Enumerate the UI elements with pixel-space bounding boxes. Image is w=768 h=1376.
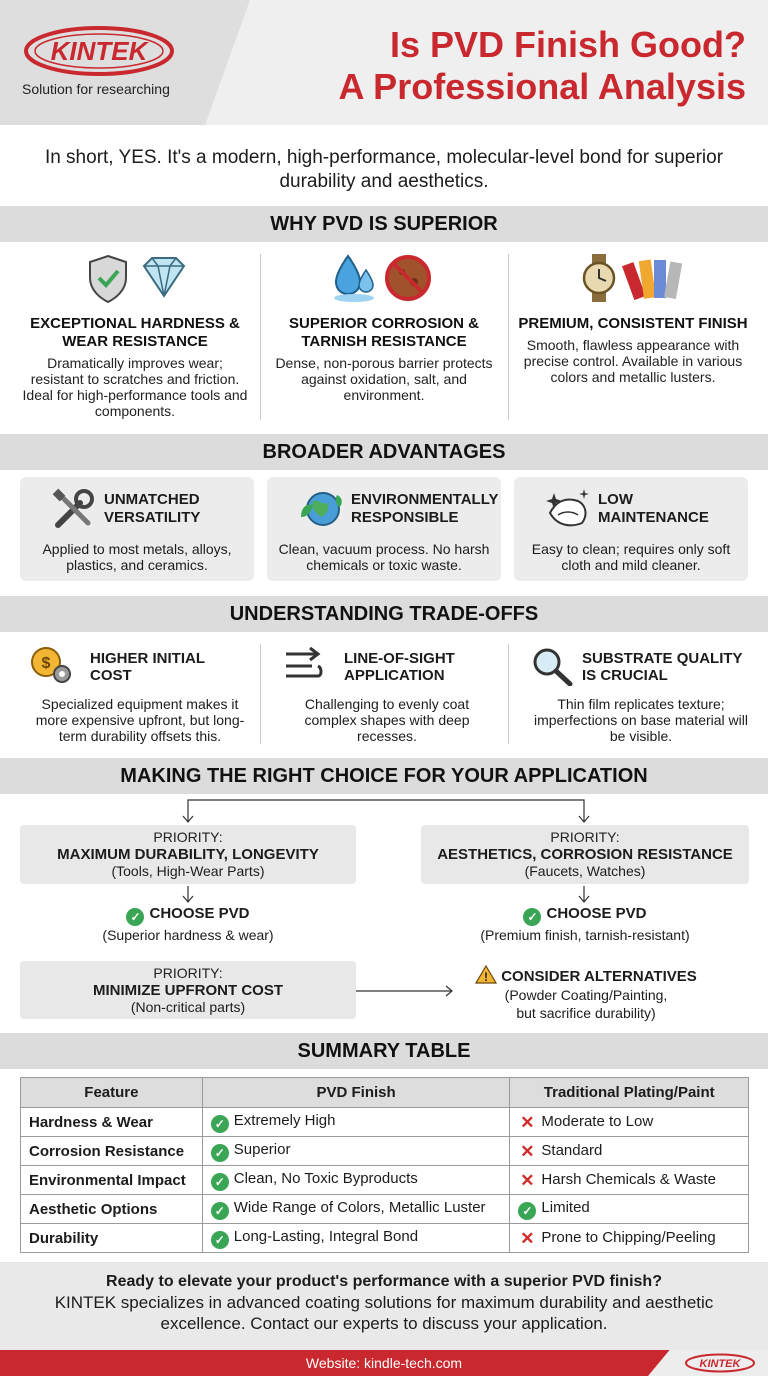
page-title	[339, 24, 746, 108]
cell-text: Wide Range of Colors, Metallic Luster	[233, 1198, 486, 1216]
table-cell	[202, 1108, 510, 1137]
tradeoff-title: HIGHER INITIAL COST	[90, 650, 205, 684]
table-row	[21, 1108, 749, 1137]
tradeoff-cost	[30, 646, 250, 746]
table-cell	[202, 1195, 510, 1224]
broader-card-text: Easy to clean; requires only soft cloth and mild cleaner.	[531, 541, 731, 573]
cell-text: Harsh Chemicals & Waste	[541, 1170, 716, 1188]
priority-main: MINIMIZE UPFRONT COST	[93, 982, 283, 999]
priority-aesthetics	[421, 825, 749, 884]
table-cell	[510, 1166, 749, 1195]
tradeoff-substrate	[530, 646, 752, 746]
section-heading-choice: MAKING THE RIGHT CHOICE FOR YOUR APPLICATION	[0, 758, 768, 794]
table-cell	[510, 1137, 749, 1166]
table-cell	[21, 1108, 203, 1137]
consider-sub-2: but sacrifice durability)	[516, 1005, 656, 1021]
footer-kintek-logo	[684, 1353, 756, 1373]
choose-label: CHOOSE PVD	[149, 905, 250, 922]
check-icon: ✓	[523, 908, 541, 926]
why-item-title: EXCEPTIONAL HARDNESS & WEAR RESISTANCE	[30, 315, 240, 350]
priority-sub: (Non-critical parts)	[130, 999, 246, 1015]
broader-card-environment	[267, 477, 501, 581]
tradeoff-title: SUBSTRATE QUALITY IS CRUCIAL	[582, 650, 743, 684]
priority-label: PRIORITY:	[153, 829, 223, 845]
priority-label: PRIORITY:	[550, 829, 620, 845]
cell-text: Aesthetic Options	[29, 1200, 158, 1218]
table-row	[21, 1195, 749, 1224]
broader-card-title: LOW MAINTENANCE	[598, 491, 709, 526]
title-line-2: A Professional Analysis	[338, 66, 746, 107]
cell-text: Prone to Chipping/Peeling	[541, 1228, 716, 1246]
broader-card-versatility	[20, 477, 254, 581]
choose-sub: (Superior hardness & wear)	[102, 927, 274, 943]
table-cell	[21, 1195, 203, 1224]
check-icon: ✓	[211, 1173, 229, 1191]
cell-text: Long-Lasting, Integral Bond	[233, 1227, 419, 1245]
divider	[260, 644, 261, 744]
table-cell	[202, 1224, 510, 1253]
table-row	[21, 1137, 749, 1166]
footer-cta	[0, 1262, 768, 1350]
choose-label: CHOOSE PVD	[546, 905, 647, 922]
website-link[interactable]: Website: kindle-tech.com	[305, 1355, 463, 1371]
check-icon: ✓	[211, 1231, 229, 1249]
svg-text:$: $	[41, 655, 51, 672]
cross-icon: ✕	[520, 1112, 535, 1132]
logo-text: KINTEK	[50, 36, 148, 66]
table-row	[21, 1224, 749, 1253]
priority-main: MAXIMUM DURABILITY, LONGEVITY	[57, 846, 319, 863]
warning-icon	[475, 965, 497, 984]
cell-text: Environmental Impact	[29, 1171, 186, 1189]
choose-pvd-left	[40, 905, 336, 944]
magnifier-icon	[530, 646, 574, 686]
table-cell	[202, 1166, 510, 1195]
no-rust-icon	[387, 257, 429, 299]
choose-sub: (Premium finish, tarnish-resistant)	[480, 927, 690, 943]
cloth-sparkle-icon	[544, 487, 592, 531]
check-icon: ✓	[126, 908, 144, 926]
tradeoff-text: Thin film replicates texture; imperfections on base material will be visible.	[534, 696, 748, 744]
why-icons-2	[330, 252, 434, 304]
intro-text: In short, YES. It's a modern, high-performance, molecular-level bond for superior durability and aesthetics.	[44, 147, 724, 192]
cell-text: Moderate to Low	[541, 1112, 654, 1130]
consider-alternatives	[456, 965, 716, 1022]
tradeoff-text: Specialized equipment makes it more expensive upfront, but long-term durability offsets this.	[35, 696, 245, 744]
broader-card-title: UNMATCHED VERSATILITY	[104, 491, 201, 526]
coin-gear-icon	[30, 646, 74, 686]
cell-text: Standard	[541, 1141, 603, 1159]
watch-icon	[584, 254, 614, 302]
why-item-text: Dramatically improves wear; resistant to scratches and friction. Ideal for high-performance tools and components.	[22, 355, 248, 419]
cta-title: Ready to elevate your product's performance with a superior PVD finish?	[106, 1273, 662, 1290]
shield-check-icon	[90, 256, 126, 302]
why-item-title: PREMIUM, CONSISTENT FINISH	[518, 315, 748, 332]
table-cell	[21, 1137, 203, 1166]
section-heading-broader: BROADER ADVANTAGES	[0, 434, 768, 470]
why-icons-3	[578, 252, 682, 304]
broader-card-maintenance	[514, 477, 748, 581]
title-line-1: Is PVD Finish Good?	[389, 24, 746, 65]
cta-text: KINTEK specializes in advanced coating solutions for maximum durability and aesthetic excellence. Contact our experts to discuss your application.	[54, 1293, 714, 1333]
divider	[508, 644, 509, 744]
why-item-text: Smooth, flawless appearance with precise control. Available in various colors and metallic lusters.	[523, 337, 743, 385]
consider-label: CONSIDER ALTERNATIVES	[501, 968, 697, 985]
cross-icon: ✕	[520, 1228, 535, 1248]
cell-text: Corrosion Resistance	[29, 1142, 185, 1160]
broader-card-text: Clean, vacuum process. No harsh chemicals or toxic waste.	[278, 541, 490, 573]
check-icon: ✓	[211, 1115, 229, 1133]
cell-text: Limited	[541, 1198, 590, 1216]
check-icon: ✓	[518, 1202, 536, 1220]
section-heading-why: WHY PVD IS SUPERIOR	[0, 206, 768, 242]
broader-card-title: ENVIRONMENTALLY RESPONSIBLE	[351, 491, 499, 526]
cell-text: Clean, No Toxic Byproducts	[233, 1169, 418, 1187]
broader-card-text: Applied to most metals, alloys, plastics, and ceramics.	[42, 541, 232, 573]
svg-text:!: !	[484, 970, 489, 984]
table-cell	[510, 1108, 749, 1137]
priority-sub: (Tools, High-Wear Parts)	[111, 863, 265, 879]
tradeoff-text: Challenging to evenly coat complex shapes with deep recesses.	[304, 696, 470, 744]
priority-durability	[20, 825, 356, 884]
tradeoff-line-of-sight	[282, 646, 492, 746]
why-item-hardness	[20, 315, 250, 419]
priority-label: PRIORITY:	[153, 965, 223, 981]
table-cell	[21, 1166, 203, 1195]
cell-text: Durability	[29, 1229, 99, 1247]
column-header: Feature	[21, 1078, 203, 1108]
priority-cost	[20, 961, 356, 1019]
column-header: PVD Finish	[202, 1078, 510, 1108]
why-item-title: SUPERIOR CORROSION & TARNISH RESISTANCE	[288, 315, 480, 350]
choose-pvd-right	[436, 905, 734, 944]
footer-logo-text: KINTEK	[699, 1358, 741, 1370]
summary-table	[20, 1077, 749, 1253]
table-row	[21, 1166, 749, 1195]
cell-text: Extremely High	[233, 1111, 336, 1129]
table-cell	[510, 1224, 749, 1253]
check-icon: ✓	[211, 1144, 229, 1162]
column-header: Traditional Plating/Paint	[510, 1078, 749, 1108]
consider-sub-1: (Powder Coating/Painting,	[504, 987, 668, 1003]
check-icon: ✓	[211, 1202, 229, 1220]
cell-text: Hardness & Wear	[29, 1113, 153, 1131]
section-heading-summary: SUMMARY TABLE	[0, 1033, 768, 1069]
water-drops-icon	[334, 256, 374, 302]
why-item-corrosion	[270, 315, 498, 403]
color-swatch-icon	[622, 260, 682, 301]
tools-icon	[50, 487, 98, 531]
why-icons-1	[86, 252, 190, 304]
eco-globe-icon	[297, 487, 345, 531]
why-item-finish	[518, 315, 748, 385]
why-item-text: Dense, non-porous barrier protects against oxidation, salt, and environment.	[275, 355, 493, 403]
diamond-icon	[144, 258, 184, 296]
logo-tagline: Solution for researching	[22, 81, 170, 97]
line-of-sight-icon	[282, 646, 326, 686]
priority-sub: (Faucets, Watches)	[524, 863, 646, 879]
table-cell	[202, 1137, 510, 1166]
cross-icon: ✕	[520, 1170, 535, 1190]
priority-main: AESTHETICS, CORROSION RESISTANCE	[437, 846, 733, 863]
table-header-row	[21, 1078, 749, 1108]
cross-icon: ✕	[520, 1141, 535, 1161]
cell-text: Superior	[233, 1140, 291, 1158]
table-cell	[510, 1195, 749, 1224]
divider	[508, 254, 509, 420]
divider	[260, 254, 261, 420]
section-heading-tradeoffs: UNDERSTANDING TRADE-OFFS	[0, 596, 768, 632]
kintek-logo	[22, 24, 176, 78]
tradeoff-title: LINE-OF-SIGHT APPLICATION	[344, 650, 455, 684]
table-cell	[21, 1224, 203, 1253]
